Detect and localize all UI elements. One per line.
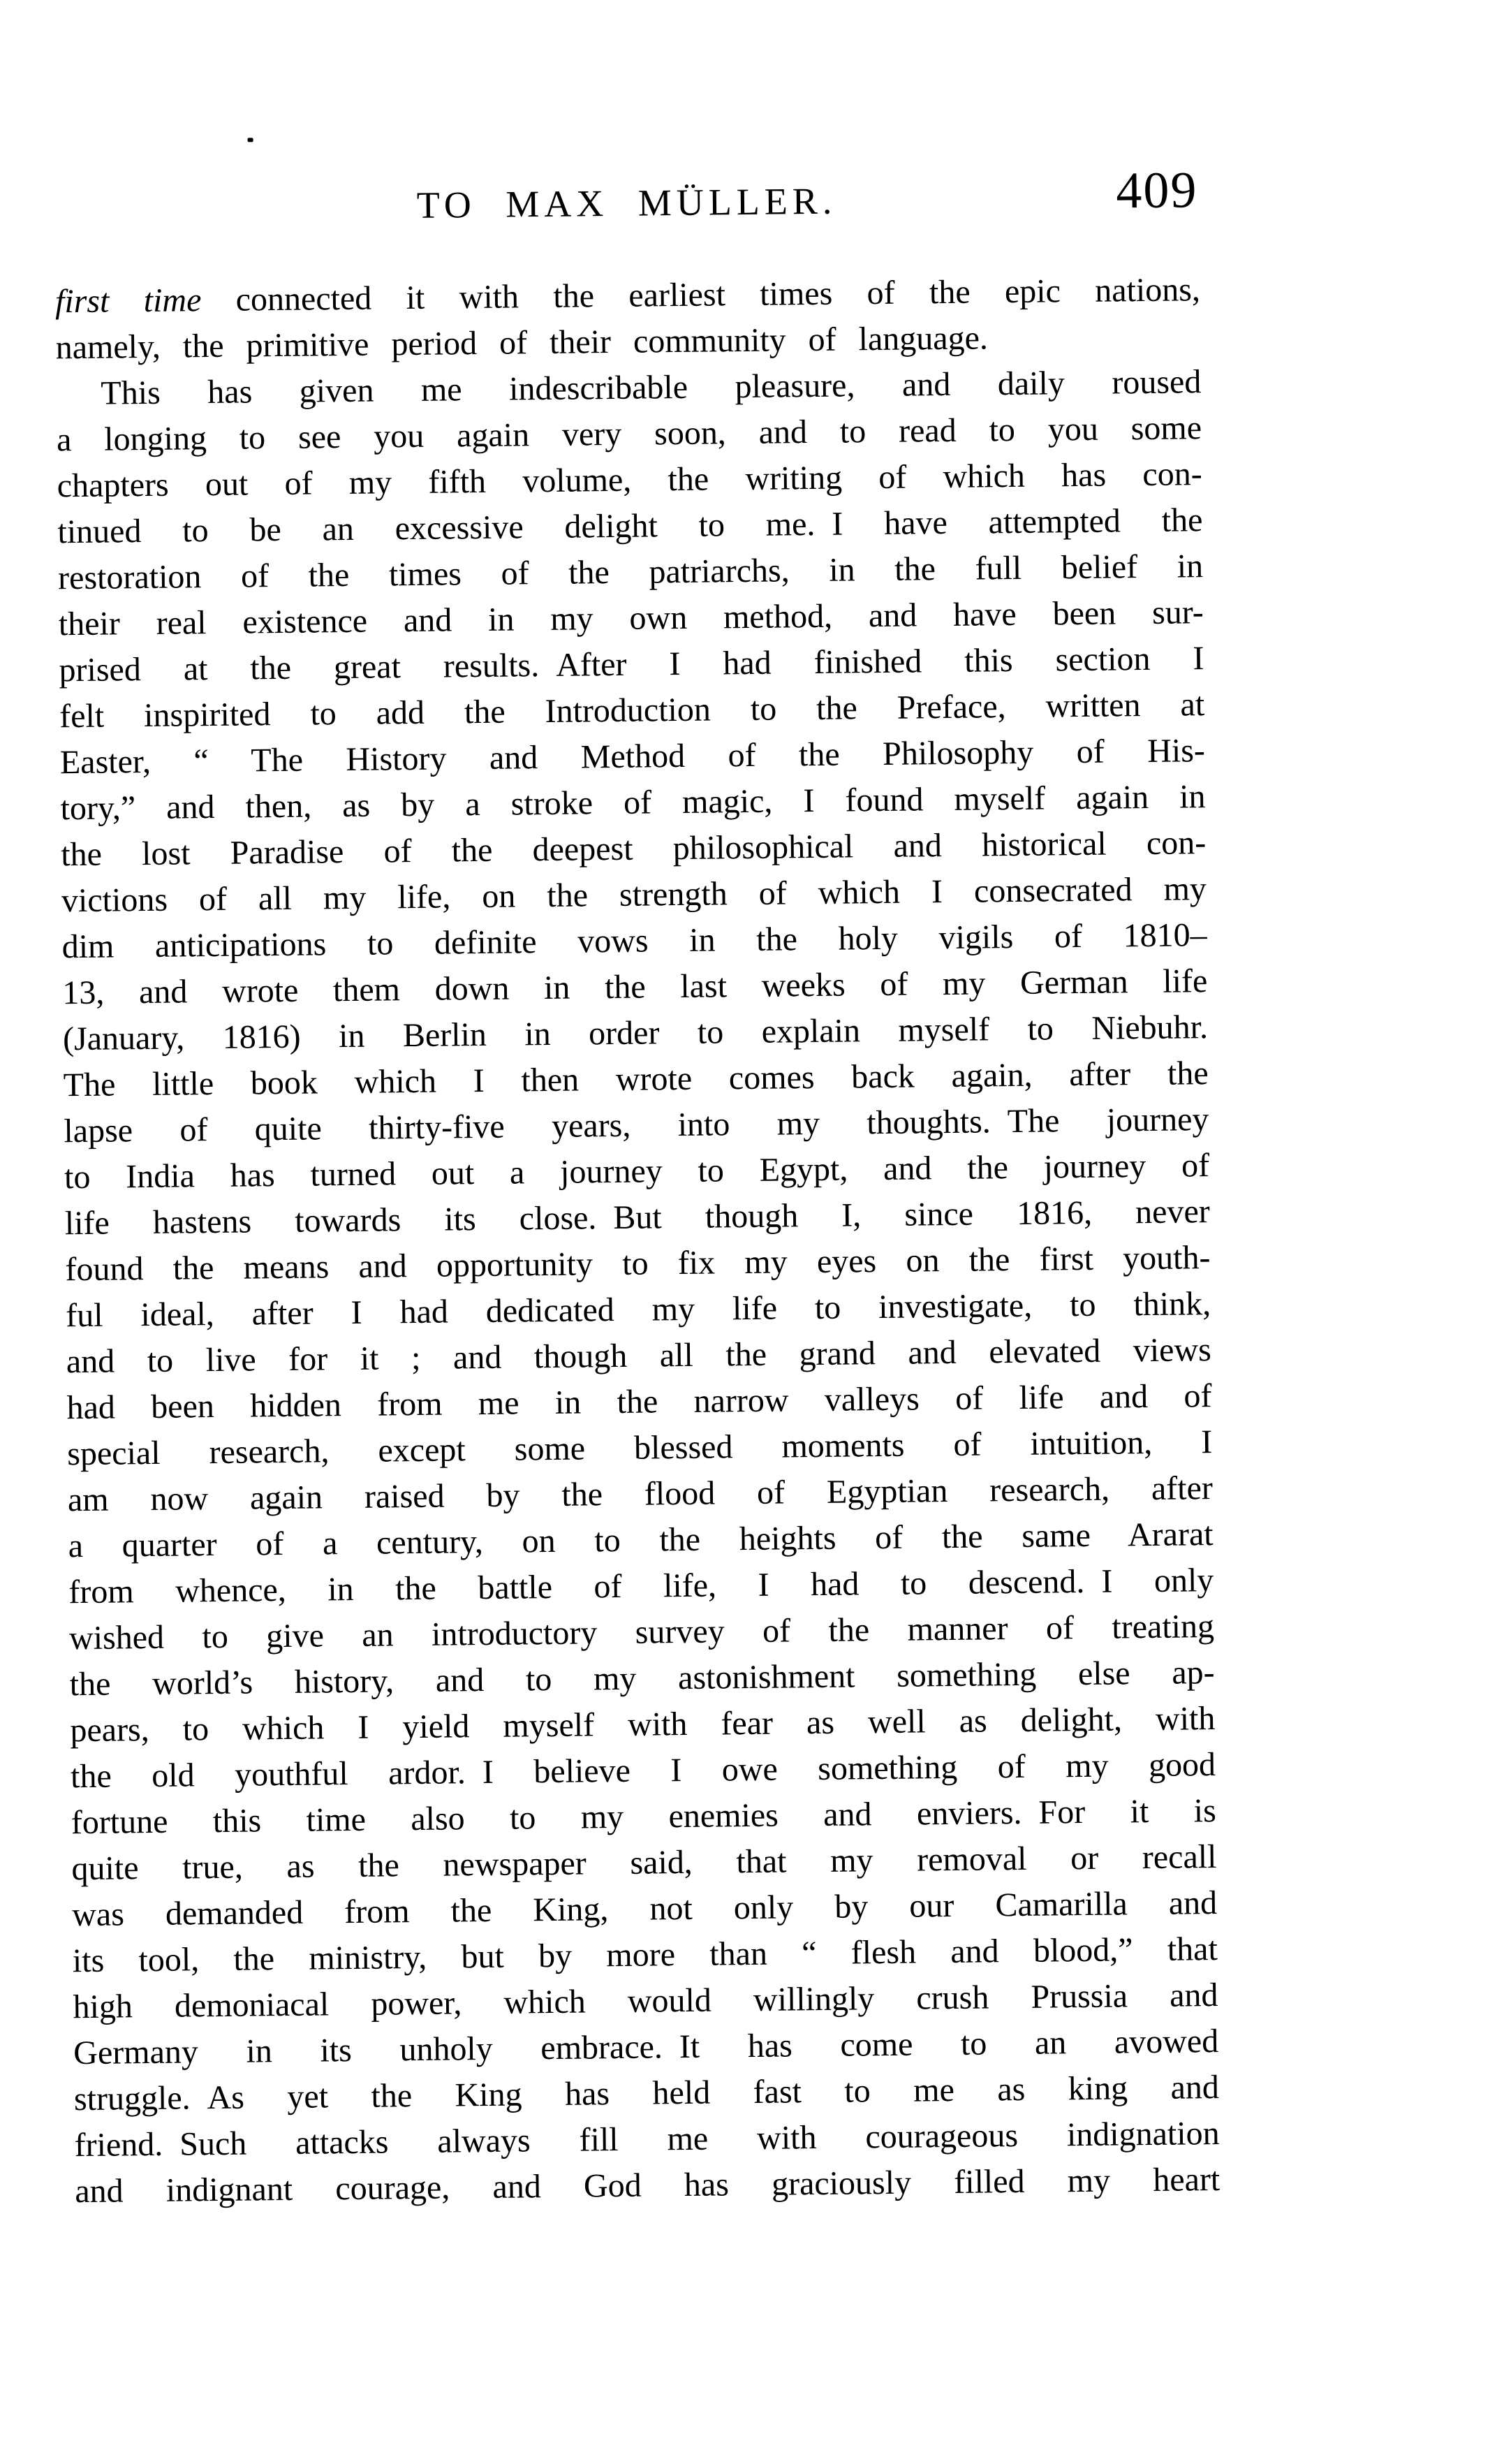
text-line: pears, to which I yield myself with fear as well as delight, with [70, 1700, 1216, 1750]
text-line: struggle. As yet the King has held fast to me as king and [73, 2069, 1220, 2118]
letter-body [55, 267, 1221, 2215]
text-line: a longing to see you again very soon, and to read to you some [56, 409, 1202, 459]
text-line: felt inspirited to add the Introduction to the Preface, written at [59, 686, 1205, 735]
text-line: was demanded from the King, not only by our Camarilla and [71, 1884, 1218, 1934]
text-line: (January, 1816) in Berlin in order to explain myself to Niebuhr. [62, 1009, 1209, 1058]
page-header-title: TO MAX MÜLLER. [416, 179, 837, 226]
text-line: the lost Paradise of the deepest philosophical and historical con- [61, 824, 1207, 874]
text-line: 13, and wrote them down in the last weeks of my German life [62, 962, 1208, 1012]
text-line: The little book which I then wrote comes back again, after the [63, 1055, 1209, 1104]
scan-speck [248, 138, 253, 142]
text-line: quite true, as the newspaper said, that my removal or recall [71, 1838, 1217, 1888]
text-line: prised at the great results. After I had finished this section I [59, 640, 1204, 689]
text-line: the world’s history, and to my astonishment something else ap- [69, 1654, 1215, 1703]
text-line: ful ideal, after I had dedicated my life to investigate, to think, [65, 1285, 1211, 1335]
text-line: tinued to be an excessive delight to me. I have attempted the [57, 501, 1203, 551]
text-line: to India has turned out a journey to Egypt, and the journey of [64, 1147, 1210, 1196]
text-line: victions of all my life, on the strength of which I consecrated my [61, 870, 1207, 920]
text-line: Easter, “ The History and Method of the Philosophy of His- [59, 732, 1206, 782]
text-line: from whence, in the battle of life, I had to descend. I only [68, 1562, 1214, 1611]
text-line: had been hidden from me in the narrow valleys of life and of [66, 1377, 1212, 1427]
page-number: 409 [1115, 161, 1198, 220]
text-line: its tool, the ministry, but by more than “ flesh and blood,” that [72, 1930, 1218, 1980]
text-line: This has given me indescribable pleasure, and daily roused [101, 363, 1202, 412]
text-line: fortune this time also to my enemies and enviers. For it is [71, 1792, 1216, 1842]
text-line: Germany in its unholy embrace. It has come to an avowed [73, 2023, 1219, 2072]
text-line: restoration of the times of the patriarchs, in the full belief in [57, 548, 1204, 597]
text-line: a quarter of a century, on to the heights of the same Ararat [68, 1516, 1214, 1565]
text-line: dim anticipations to definite vows in the holy vigils of 1810– [61, 916, 1207, 966]
text-line: friend. Such attacks always fill me with courageous indignation [74, 2115, 1220, 2164]
text-line: and indignant courage, and God has graciously filled my heart [75, 2161, 1221, 2210]
text-line: tory,” and then, as by a stroke of magic, I found myself again in [60, 778, 1206, 828]
text-line: special research, except some blessed moments of intuition, I [66, 1423, 1213, 1473]
text-line: their real existence and in my own method, and have been sur- [58, 594, 1204, 643]
text-line: lapse of quite thirty-five years, into my thoughts. The journey [64, 1101, 1209, 1150]
text-line: wished to give an introductory survey of the manner of treating [68, 1608, 1215, 1657]
text-line: high demoniacal power, which would willingly crush Prussia and [73, 1977, 1218, 2026]
text-line: namely, the primitive period of their community of language. [55, 319, 989, 367]
running-head [54, 161, 1200, 250]
text-line: found the means and opportunity to fix my eyes on the first youth- [65, 1239, 1211, 1289]
text-line: life hastens towards its close. But though I, since 1816, never [64, 1193, 1211, 1242]
text-line: the old youthful ardor. I believe I owe something of my good [70, 1746, 1216, 1796]
text-line: chapters out of my fifth volume, the writing of which has con- [57, 455, 1202, 505]
text-line-rest: connected it with the earliest times of the epic nations, [201, 271, 1201, 319]
italic-phrase: first time [54, 281, 202, 321]
text-line: am now again raised by the flood of Egyptian research, after [67, 1469, 1214, 1519]
text-line: and to live for it ; and though all the grand and elevated views [66, 1331, 1212, 1381]
